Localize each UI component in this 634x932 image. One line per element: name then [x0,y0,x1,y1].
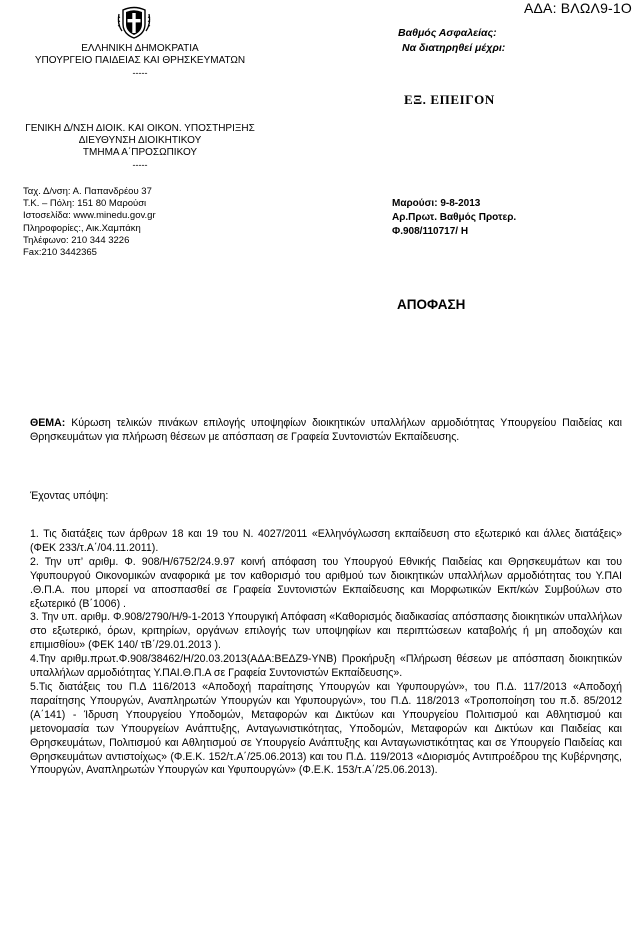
address-line: Ταχ. Δ/νση: Α. Παπανδρέου 37 [23,186,152,197]
separator: ----- [132,68,148,78]
security-level: Βαθμός Ασφαλείας: [398,27,497,39]
subject-paragraph [30,417,622,445]
information-line: Πληροφορίες:, Αικ.Χαμπάκη [23,222,141,234]
urgency-label: ΕΞ. ΕΠΕΙΓΟΝ [404,92,495,107]
subject-text: Κύρωση τελικών πινάκων επιλογής υποψηφίων διοικητικών υπαλλήλων αρμοδιότητας Υπουργείου Παιδείας και Θρησκευμάτων για πλήρωση θέσεων με απόσπαση σε Γραφεία Συντονιστών Εκπαίδευσης. [30,417,622,443]
contact-details [23,186,156,259]
ada-code: ΑΔΑ: ΒΛΩΛ9-1Ο [523,0,632,16]
fax-line: Fax:210 3442365 [23,247,97,259]
directorate: ΔΙΕΥΘΥΝΣΗ ΔΙΟΙΚΗΤΙΚΟΥ [78,135,202,146]
postal-code-line: Τ.Κ. – Πόλη: 151 80 Μαρούσι [23,198,147,210]
department: ΤΜΗΜΑ Α΄ΠΡΟΣΩΠΙΚΟΥ [82,147,198,158]
greek-coat-of-arms-icon [117,4,151,40]
country-name: ΕΛΛΗΝΙΚΗ ΔΗΜΟΚΡΑΤΙΑ [81,43,199,54]
protocol-label: Αρ.Πρωτ. Βαθμός Προτερ. [392,212,517,223]
website-line: Ιστοσελίδα: www.minedu.gov.gr [23,210,156,222]
ministry-name: ΥΠΟΥΡΓΕΙΟ ΠΑΙΔΕΙΑΣ ΚΑΙ ΘΡΗΣΚΕΥΜΑΤΩΝ [34,55,246,66]
list-item: 3. Την υπ. αριθμ. Φ.908/2790/Η/9-1-2013 Υπουργική Απόφαση «Καθορισμός διαδικασίας απόσπασης διοικητικών υπαλλήλων στο εξωτερικό, όρων, κριτηρίων, οργάνων επιλογής των υποψηφίων και περιπτώσεων καταβολής ή μη αποδοχών και επιμισθίου» (ΦΕΚ 140/ τΒ΄/29.01.2013 ). [30,611,622,652]
retention-period: Να διατηρηθεί μέχρι: [402,42,506,54]
document-title: ΑΠΟΦΑΣΗ [397,297,466,312]
list-item: 4.Την αριθμ.πρωτ.Φ.908/38462/Η/20.03.2013(ΑΔΑ:ΒΕΔΖ9-ΥΝΒ) Προκήρυξη «Πλήρωση θέσεων με απόσπαση διοικητικών υπαλλήλων αρμοδιότητας Υ.ΠΑΙ.Θ.Π.Α σε Γραφεία Συντονιστών Εκπαίδευσης». [30,653,622,680]
considering-heading: Έχοντας υπόψη: [30,490,109,502]
separator: ----- [132,160,148,170]
document-meta [392,197,516,239]
department-header [0,123,280,171]
subject-label: ΘΕΜΑ: [30,417,66,429]
general-directorate: ΓΕΝΙΚΗ Δ/ΝΣΗ ΔΙΟΙΚ. ΚΑΙ ΟΙΚΟΝ. ΥΠΟΣΤΗΡΙΞΗΣ [25,123,255,134]
phone-line: Τηλέφωνο: 210 344 3226 [23,234,130,246]
legal-basis-list [30,528,622,778]
protocol-number: Φ.908/110717/ Η [392,226,469,237]
issuer-header [0,43,280,79]
list-item: 1. Τις διατάξεις των άρθρων 18 και 19 του Ν. 4027/2011 «Ελληνόγλωσση εκπαίδευση στο εξωτερικό και άλλες διατάξεις» (ΦΕΚ 233/τ.Α΄/04.11.2011). [30,528,622,554]
list-item: 5.Τις διατάξεις του Π.Δ 116/2013 «Αποδοχή παραίτησης Υπουργών και Υφυπουργών», του Π.Δ. 117/2013 «Αποδοχή παραίτησης Υπουργών, Αναπληρωτών Υπουργών και Υφυπουργών», του Π.Δ. 118/2013 «Τροποποίηση του π.δ. 85/2012 (Α΄141) - Ίδρυση Υπουργείου Υποδομών, Μεταφορών και Δικτύων και Υπουργείου Πολιτισμού και Αθλητισμού και μετονομασία των Υπουργείων Ανάπτυξης, Ανταγωνιστικότητας, Υποδομών, Μεταφορών και Δικτύων και Παιδείας και Θρησκευμάτων, Πολιτισμού και Αθλητισμού σε Υπουργείο Ανάπτυξης και Ανταγωνιστικότητας και σε Υπουργείο Παιδείας και Θρησκευμάτων αντιστοίχως» (Φ.Ε.Κ. 152/τ.Α΄/25.06.2013) και του Π.Δ. 119/2013 «Διορισμός Αντιπροέδρου της Κυβέρνησης, Υπουργών, Αναπληρωτών Υπουργών και Υφυπουργών» (Φ.Ε.Κ. 153/τ.Α΄/25.06.2013). [30,680,622,777]
place-date: Μαρούσι: 9-8-2013 [392,198,481,209]
list-item: 2. Την υπ’ αριθμ. Φ. 908/Η/6752/24.9.97 κοινή απόφαση του Υπουργού Εθνικής Παιδείας και Θρησκευμάτων και του Υφυπουργού Οικονομικών αναφορικά με τον καθορισμό του αριθμού των διοικητικών υπαλλήλων αρμοδιότητας του Υ.ΠΑΙ .Θ.Π.Α. που μπορεί να αποσπασθεί σε Γραφεία Συντονιστών Εκπαίδευσης και Μορφωτικών Εκπ/κών Συμβούλων στο εξωτερικό (Β΄1006) . [30,555,622,610]
